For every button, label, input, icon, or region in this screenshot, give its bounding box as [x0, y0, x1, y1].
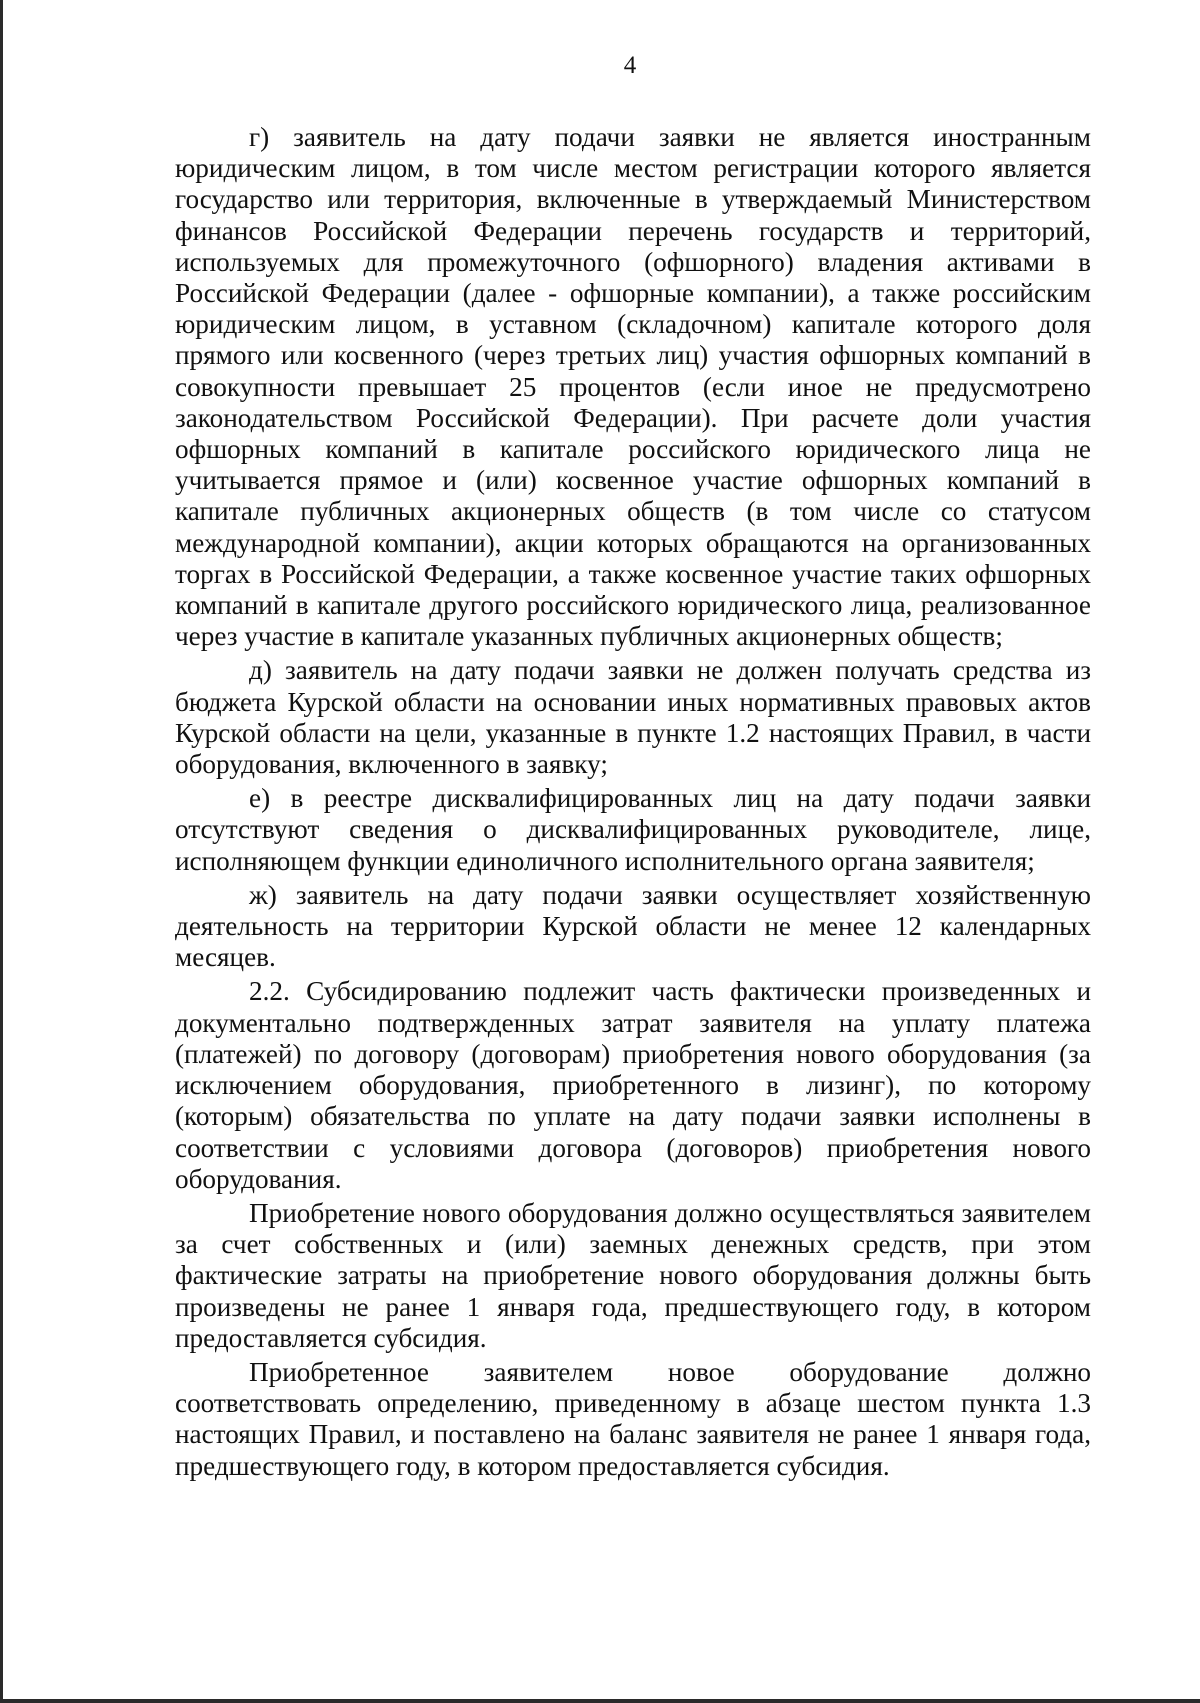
paragraph-zh: ж) заявитель на дату подачи заявки осуществляет хозяйственную деятельность на территории Курской области не менее 12 календарных месяцев.	[175, 879, 1091, 973]
scan-edge-bottom	[0, 1699, 1200, 1703]
paragraph-acquired-equipment: Приобретенное заявителем новое оборудование должно соответствовать определению, приведенному в абзаце шестом пункта 1.3 настоящих Правил, и поставлено на баланс заявителя не ранее 1 января года, предшествующего году, в котором предоставляется субсидия.	[175, 1356, 1091, 1481]
page-number: 4	[623, 52, 637, 79]
paragraph-d: д) заявитель на дату подачи заявки не должен получать средства из бюджета Курской области на основании иных нормативных правовых актов Курской области на цели, указанные в пункте 1.2 настоящих Правил, в части оборудования, включенного в заявку;	[175, 655, 1091, 780]
paragraph-g: г) заявитель на дату подачи заявки не является иностранным юридическим лицом, в том числе местом регистрации которого является государство или территория, включенные в утверждаемый Министерством финансов Российской Федерации перечень государств и территорий, используемых для промежуточного (офшорного) владения активами в Российской Федерации (далее - офшорные компании), а также российским юридическим лицом, в уставном (складочном) капитале которого доля прямого или косвенного (через третьих лиц) участия офшорных компаний в совокупности превышает 25 процентов (если иное не предусмотрено законодательством Российской Федерации). При расчете доли участия офшорных компаний в капитале российского юридического лица не учитывается прямое и (или) косвенное участие офшорных компаний в капитале публичных акционерных обществ (в том числе со статусом международной компании), акции которых обращаются на организованных торгах в Российской Федерации, а также косвенное участие таких офшорных компаний в капитале другого российского юридического лица, реализованное через участие в капитале указанных публичных акционерных обществ;	[175, 122, 1091, 652]
scan-edge-left	[0, 0, 3, 1703]
paragraph-2-2: 2.2. Субсидированию подлежит часть фактически произведенных и документально подтвержденных затрат заявителя на уплату платежа (платежей) по договору (договорам) приобретения нового оборудования (за исключением оборудования, приобретенного в лизинг), по которому (которым) обязательства по уплате на дату подачи заявки исполнены в соответствии с условиями договора (договоров) приобретения нового оборудования.	[175, 976, 1091, 1194]
document-body	[175, 122, 1091, 1485]
paragraph-e: е) в реестре дисквалифицированных лиц на дату подачи заявки отсутствуют сведения о дисквалифицированных руководителе, лице, исполняющем функции единоличного исполнительного органа заявителя;	[175, 783, 1091, 876]
paragraph-acquisition: Приобретение нового оборудования должно осуществляться заявителем за счет собственных и (или) заемных денежных средств, при этом фактические затраты на приобретение нового оборудования должны быть произведены не ранее 1 января года, предшествующего году, в котором предоставляется субсидия.	[175, 1197, 1091, 1353]
